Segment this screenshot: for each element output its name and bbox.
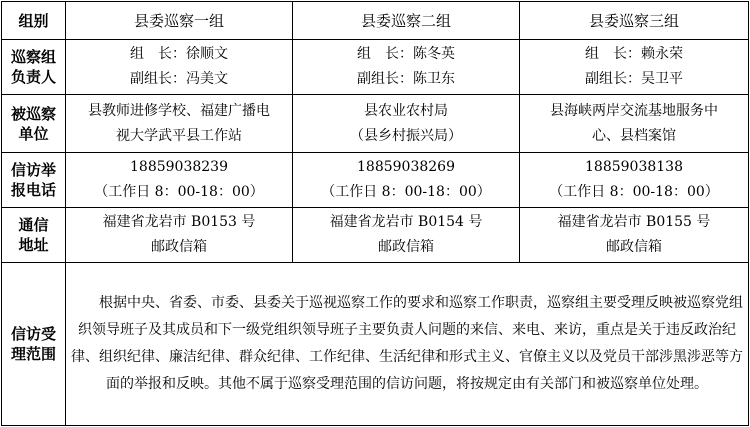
leaders-group-2 [293, 40, 520, 95]
header-group-1: 县委巡察一组 [66, 2, 293, 40]
leaders-label-line2: 负责人 [10, 68, 56, 86]
group-2-address-line2: 邮政信箱 [378, 239, 434, 255]
units-group-1-line1: 县教师进修学校、福建广播电 [88, 102, 270, 119]
address-group-1 [66, 208, 293, 263]
group-1-hours: （工作日 8：00-18：00） [94, 184, 264, 200]
leaders-label-line1: 巡察组 [10, 48, 56, 66]
address-row [2, 208, 749, 263]
leaders-row [2, 40, 749, 95]
address-group-3 [520, 208, 749, 263]
inspection-contact-table [1, 1, 749, 426]
phones-label-line2: 报电话 [10, 181, 56, 199]
units-group-2-line1: 县农业农村局 [364, 102, 448, 119]
group-1-address-line2: 邮政信箱 [151, 239, 207, 255]
units-group-1-line2: 视大学武平县工作站 [116, 127, 242, 144]
units-row [2, 95, 749, 153]
units-group-2 [293, 95, 520, 153]
phones-label [2, 153, 66, 208]
group-1-address-line1: 福建省龙岩市 B0153 号 [102, 214, 256, 230]
scope-text: 根据中央、省委、市委、县委关于巡视巡察工作的要求和巡察工作职责，巡察组主要受理反映被巡察党组织领导班子及其成员和下一级党组织领导班子主要负责人问题的来信、来电、来访，重点是关于违反政治纪律、组织纪律、廉洁纪律、群众纪律、工作纪律、生活纪律和形式主义、官僚主义以及党员干部涉黑涉恶等方面的举报和反映。其他不属于巡察受理范围的信访问题，将按规定由有关部门和被巡察单位处理。 [66, 263, 749, 426]
header-group-label: 组别 [2, 2, 66, 40]
address-label-line2: 地址 [18, 236, 49, 254]
group-1-leader: 组 长：徐顺文 [130, 46, 228, 62]
leaders-group-3 [520, 40, 749, 95]
units-group-2-line2: （县乡村振兴局） [350, 127, 462, 144]
scope-label-line1: 信访受 [10, 325, 56, 343]
group-3-phone: 18859038138 [585, 159, 683, 175]
group-2-phone: 18859038269 [357, 159, 455, 175]
phones-group-3 [520, 153, 749, 208]
phones-group-1 [66, 153, 293, 208]
group-2-address-line1: 福建省龙岩市 B0154 号 [329, 214, 483, 230]
group-3-deputy: 副组长：吴卫平 [585, 71, 683, 87]
units-group-1 [66, 95, 293, 153]
units-label-line1: 被巡察 [10, 104, 56, 123]
units-group-3 [520, 95, 749, 153]
header-group-3: 县委巡察三组 [520, 2, 749, 40]
scope-label [2, 263, 66, 426]
units-label-line2: 单位 [18, 124, 49, 143]
group-1-phone: 18859038239 [130, 159, 228, 175]
header-group-2: 县委巡察二组 [293, 2, 520, 40]
units-label [2, 95, 66, 153]
group-2-deputy: 副组长：陈卫东 [357, 71, 455, 87]
phones-row [2, 153, 749, 208]
leaders-group-1 [66, 40, 293, 95]
group-3-hours: （工作日 8：00-18：00） [549, 184, 719, 200]
scope-label-line2: 理范围 [10, 345, 56, 363]
group-1-deputy: 副组长：冯美文 [130, 71, 228, 87]
phones-label-line1: 信访举 [10, 161, 56, 179]
address-group-2 [293, 208, 520, 263]
units-group-3-line2: 心、县档案馆 [592, 127, 676, 144]
header-row [2, 2, 749, 40]
group-3-address-line2: 邮政信箱 [606, 239, 662, 255]
group-3-leader: 组 长：赖永荣 [585, 46, 683, 62]
phones-group-2 [293, 153, 520, 208]
units-group-3-line1: 县海峡两岸交流基地服务中 [550, 102, 718, 119]
address-label-line1: 通信 [18, 216, 49, 234]
leaders-label [2, 40, 66, 95]
scope-row [2, 263, 749, 426]
group-3-address-line1: 福建省龙岩市 B0155 号 [557, 214, 711, 230]
group-2-hours: （工作日 8：00-18：00） [321, 184, 491, 200]
address-label [2, 208, 66, 263]
group-2-leader: 组 长：陈冬英 [357, 46, 455, 62]
